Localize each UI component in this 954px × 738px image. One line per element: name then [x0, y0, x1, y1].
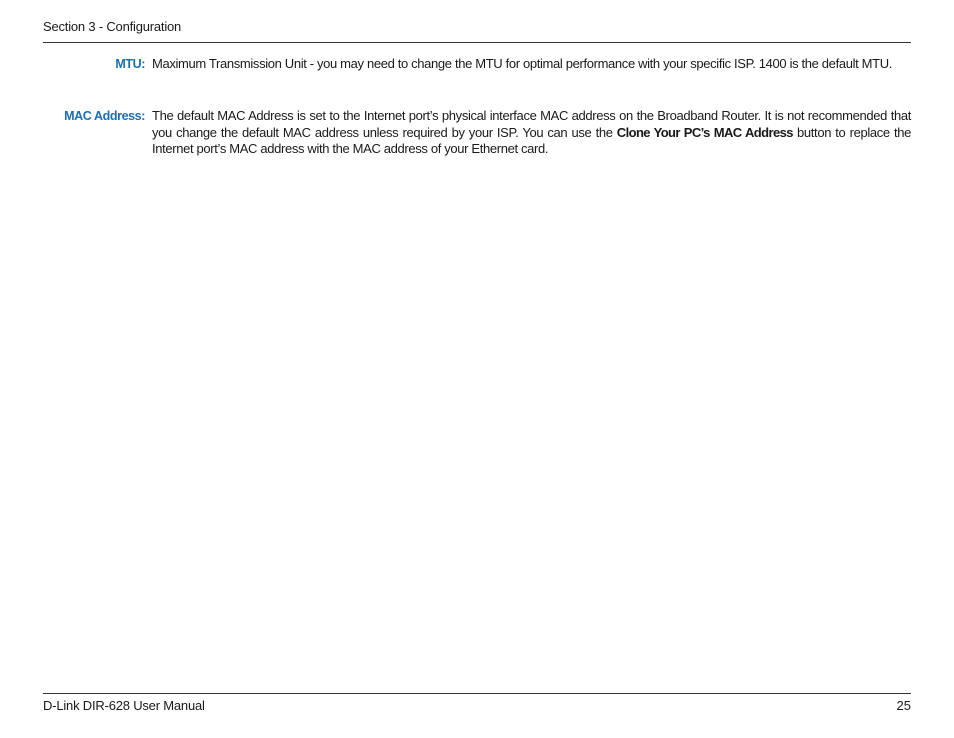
- page-number: 25: [896, 698, 911, 713]
- footer-divider: [43, 693, 911, 694]
- description-text: The default MAC Address is set to the Internet port’s physical interface MAC address on the Broadband Router. It is not recommended that you change the default MAC address unless required by your ISP. You can use the: [152, 108, 911, 140]
- definition-mtu: [43, 56, 911, 92]
- term-description: [152, 108, 911, 158]
- manual-title: D-Link DIR-628 User Manual: [43, 698, 205, 713]
- header-divider: [43, 42, 911, 43]
- term-description: Maximum Transmission Unit - you may need to change the MTU for optimal performance with your specific ISP. 1400 is the default MTU.: [152, 56, 893, 71]
- term-label: MTU:: [115, 57, 145, 71]
- button-name-emphasis: Clone Your PC’s MAC Address: [616, 124, 793, 140]
- section-header: Section 3 - Configuration: [43, 19, 182, 34]
- term-label: MAC Address:: [64, 109, 145, 123]
- definition-mac-address: [43, 108, 911, 160]
- description-text: button to replace the Internet port’s MAC address with the MAC address of your Ethernet card.: [152, 124, 911, 156]
